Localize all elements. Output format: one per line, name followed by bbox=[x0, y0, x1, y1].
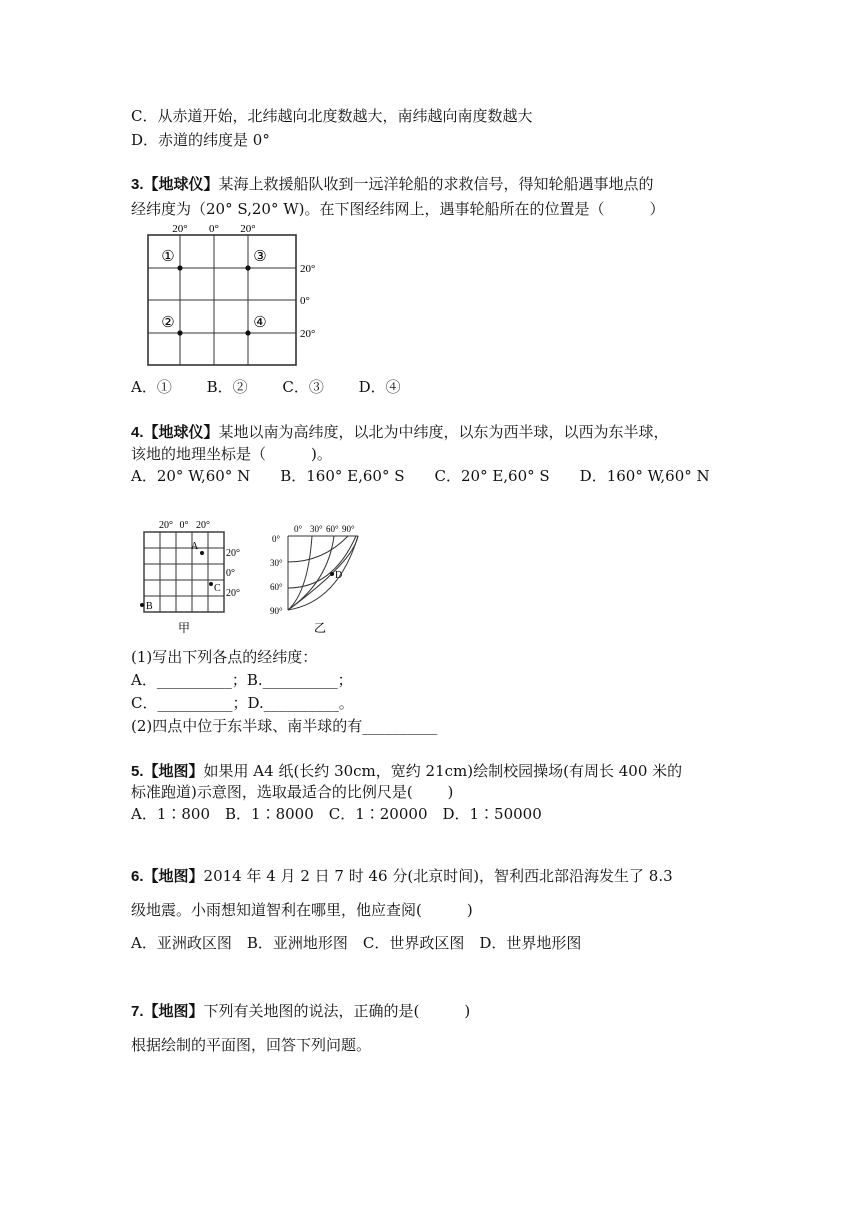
yi-caption: 乙 bbox=[313, 621, 327, 635]
yi-point-d bbox=[330, 572, 334, 576]
q4-figure-jia bbox=[134, 516, 254, 638]
q4-number: 4. bbox=[131, 424, 144, 441]
q3-right-label-3: 20° bbox=[300, 328, 316, 340]
q6-tag: 【地图】 bbox=[143, 867, 204, 885]
q5-stem-line1 bbox=[131, 761, 682, 782]
jia-right-label-1: 20° bbox=[226, 548, 240, 559]
q3-right-label-1: 20° bbox=[300, 263, 316, 275]
q5-stem1: 如果用 A4 纸(长约 30cm，宽约 21cm)绘制校园操场(有周长 400 米的 bbox=[203, 762, 683, 780]
q4-sub2: (2)四点中位于东半球、南半球的有__________ bbox=[131, 717, 438, 735]
yi-left-label-2: 30° bbox=[270, 558, 283, 568]
q5-options: A．1∶800 B．1∶8000 C．1∶20000 D．1∶50000 bbox=[131, 805, 542, 823]
q4-stem1: 某地以南为高纬度，以北为中纬度，以东为西半球，以西为东半球， bbox=[218, 423, 669, 441]
q6-number: 6. bbox=[131, 868, 144, 885]
q3-marker-3: ③ bbox=[253, 249, 267, 265]
jia-top-label-3: 20° bbox=[196, 520, 210, 531]
q3-point-2 bbox=[177, 330, 182, 335]
q6-options: A．亚洲政区图 B．亚洲地形图 C．世界政区图 D．世界地形图 bbox=[131, 934, 582, 952]
q3-top-label-1: 20° bbox=[172, 223, 188, 235]
q3-tag: 【地球仪】 bbox=[143, 175, 219, 193]
q3-point-4 bbox=[245, 330, 250, 335]
q3-stem1: 某海上救援船队收到一远洋轮船的求救信号，得知轮船遇事地点的 bbox=[218, 175, 654, 193]
q6-stem2: 级地震。小雨想知道智利在哪里，他应查阅( ) bbox=[131, 901, 473, 919]
q3-stem2: 经纬度为（20° S,20° W)。在下图经纬网上，遇事轮船所在的位置是（ ） bbox=[131, 200, 665, 218]
jia-label-c: C bbox=[214, 583, 221, 594]
yi-top-label-3: 60° bbox=[326, 524, 339, 534]
q2-option-c: C．从赤道开始，北纬越向北度数越大，南纬越向南度数越大 bbox=[131, 107, 533, 125]
q4-stem-line1 bbox=[131, 422, 669, 443]
jia-point-a bbox=[200, 551, 204, 555]
jia-right-label-3: 20° bbox=[226, 588, 240, 599]
q7-number: 7. bbox=[131, 1003, 144, 1020]
q3-right-label-2: 0° bbox=[300, 295, 310, 307]
jia-right-label-2: 0° bbox=[226, 568, 235, 579]
yi-left-label-4: 90° bbox=[270, 606, 283, 616]
q2-option-d: D．赤道的纬度是 0° bbox=[131, 131, 270, 149]
q4-figure-yi bbox=[268, 522, 368, 638]
jia-point-b bbox=[140, 603, 144, 607]
q6-stem-line1 bbox=[131, 866, 673, 887]
q3-number: 3. bbox=[131, 176, 144, 193]
q3-graticule-figure bbox=[138, 219, 318, 369]
jia-point-c bbox=[209, 582, 213, 586]
q4-tag: 【地球仪】 bbox=[143, 423, 219, 441]
q5-tag: 【地图】 bbox=[143, 762, 204, 780]
jia-label-a: A bbox=[191, 541, 199, 552]
q7-stem-line1 bbox=[131, 1001, 470, 1022]
q4-line-ab: A．__________；B.__________； bbox=[131, 671, 353, 689]
q4-sub1: (1)写出下列各点的经纬度： bbox=[131, 648, 318, 666]
jia-label-b: B bbox=[146, 601, 153, 612]
q4-line-cd: C．__________；D.__________。 bbox=[131, 694, 354, 712]
jia-grid bbox=[144, 532, 224, 612]
q3-options: A．① B．② C．③ D．④ bbox=[131, 378, 401, 396]
q3-point-1 bbox=[177, 265, 182, 270]
yi-top-label-1: 0° bbox=[294, 524, 303, 534]
yi-graticule bbox=[288, 536, 358, 610]
q3-top-label-3: 20° bbox=[240, 223, 256, 235]
q7-tag: 【地图】 bbox=[143, 1002, 204, 1020]
jia-top-label-2: 0° bbox=[179, 520, 189, 531]
q4-stem2: 该地的地理坐标是（ )。 bbox=[131, 445, 332, 463]
yi-left-label-3: 60° bbox=[270, 582, 283, 592]
jia-top-label-1: 20° bbox=[159, 520, 173, 531]
q3-marker-2: ② bbox=[161, 315, 175, 331]
q5-stem2: 标准跑道)示意图，选取最适合的比例尺是( ) bbox=[131, 783, 454, 801]
q5-number: 5. bbox=[131, 763, 144, 780]
q3-marker-1: ① bbox=[161, 249, 175, 265]
q7-stem1: 下列有关地图的说法，正确的是( ) bbox=[203, 1002, 471, 1020]
q3-stem-line1 bbox=[131, 174, 654, 195]
q3-top-label-2: 0° bbox=[209, 223, 219, 235]
yi-left-label-1: 0° bbox=[272, 534, 281, 544]
jia-caption: 甲 bbox=[177, 621, 191, 635]
q3-marker-4: ④ bbox=[253, 315, 267, 331]
yi-top-label-4: 90° bbox=[342, 524, 355, 534]
q7-stem2: 根据绘制的平面图，回答下列问题。 bbox=[131, 1036, 372, 1054]
q6-stem1: 2014 年 4 月 2 日 7 时 46 分(北京时间)，智利西北部沿海发生了 8.3 bbox=[203, 867, 673, 885]
q4-options: A．20° W,60° N B．160° E,60° S C．20° E,60° S D．160° W,60° N bbox=[131, 467, 710, 485]
yi-top-label-2: 30° bbox=[310, 524, 323, 534]
yi-label-d: D bbox=[335, 570, 343, 581]
q3-point-3 bbox=[245, 265, 250, 270]
